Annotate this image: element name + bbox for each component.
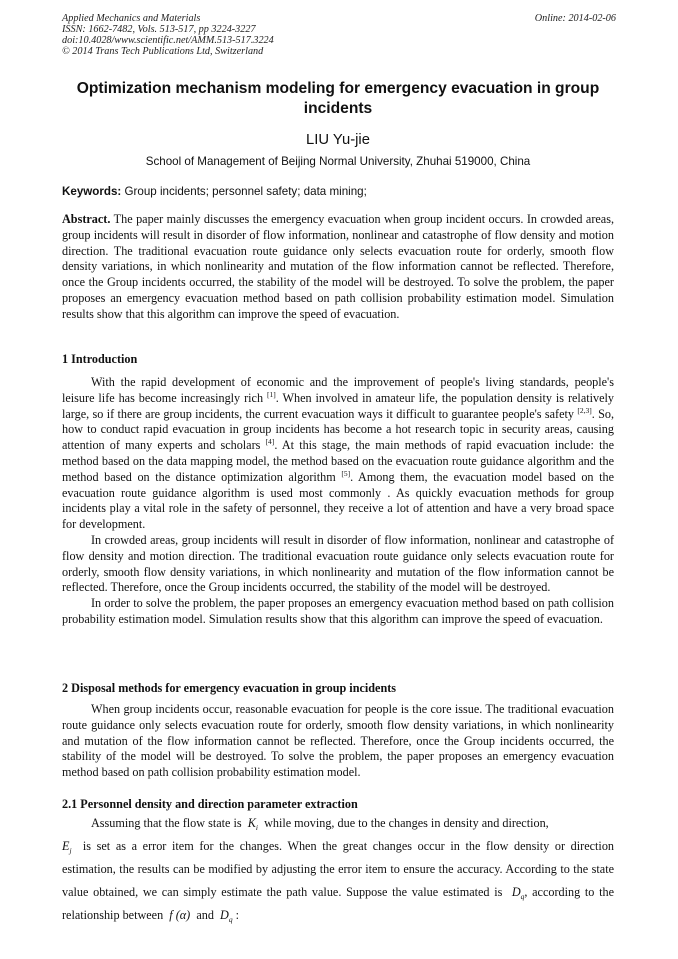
math-f-alpha: f (α) <box>169 908 191 922</box>
keywords-text: Group incidents; personnel safety; data mining; <box>124 185 367 198</box>
citation-5: [5] <box>341 468 351 478</box>
intro-paragraph-2: In crowded areas, group incidents will result in disorder of flow information, nonlinear and catastrophe of flow density and motion direction. The traditional evacuation route guidance only selects evacuation route for orderly, smooth flow density variations, in which nonlinearity and mutation of the flow information cannot be reflected. Therefore, once the Group incidents occurred, the stability of the model will be destroyed. <box>62 532 614 595</box>
journal-name: Applied Mechanics and Materials <box>62 13 201 24</box>
online-date: Online: 2014-02-06 <box>534 13 616 24</box>
doi-line: doi:10.4028/www.scientific.net/AMM.513-517.3224 <box>62 35 274 46</box>
intro-paragraph-3: In order to solve the problem, the paper proposes an emergency evacuation method based on path collision probability estimation model. Simulation results show that this algorithm can improve the speed of evacuation. <box>62 596 614 626</box>
affiliation: School of Management of Beijing Normal University, Zhuhai 519000, China <box>145 155 531 168</box>
journal-info <box>62 13 274 57</box>
keywords <box>62 184 614 199</box>
abstract-label: Abstract. <box>62 212 111 226</box>
citation-1: [1] <box>266 389 276 399</box>
citation-2-3: [2,3] <box>577 405 592 415</box>
copyright-line: © 2014 Trans Tech Publications Ltd, Switzerland <box>62 46 264 57</box>
math-D-q-2: $D_q$ <box>220 908 233 924</box>
section-2-paragraph: When group incidents occur, reasonable evacuation for people is the core issue. The traditional evacuation route guidance only selects evacuation route for orderly, smooth flow density variations, in which nonlinearity and mutation of the flow information cannot be reflected. Therefore, once the Group incidents occurred, the stability of the model will be destroyed. To solve the problem, the paper proposes an emergency evacuation method based on path collision probability estimation model. <box>62 702 614 780</box>
section-1-heading: 1 Introduction <box>62 352 138 366</box>
abstract <box>62 212 614 323</box>
author-name: LIU Yu-jie <box>306 132 370 148</box>
keywords-label: Keywords: <box>62 185 122 198</box>
section-2-1-body <box>62 812 614 927</box>
issn-line: ISSN: 1662-7482, Vols. 513-517, pp 3224-3227 <box>62 24 256 35</box>
paper-title: Optimization mechanism modeling for emergency evacuation in group incidents <box>76 80 600 117</box>
section-1-body <box>62 375 614 628</box>
math-K-i: $K_i$ <box>247 816 258 832</box>
math-D-q: $D_q$ <box>511 885 525 901</box>
math-E-j: $E_j$ <box>62 839 72 855</box>
section-2-1-heading: 2.1 Personnel density and direction parameter extraction <box>62 797 358 811</box>
section-2-body <box>62 702 614 781</box>
intro-paragraph-1: With the rapid development of economic and the improvement of people's living standards, people's leisure life has become increasingly rich [1]. When involved in amateur life, the population density is relatively large, so if there are group incidents, the current evacuation ways it difficult to guarantee people's safety [2,3]. So, how to conduct rapid evacuation in group incidents has become a hot research topic in security areas, causing attention of many experts and scholars [4]. At this stage, the main methods of rapid evacuation include: the method based on the data mapping model, the method based on the evacuation route guidance algorithm and the method based on the distance optimization algorithm [5]. Among them, the evacuation model based on the evacuation route guidance algorithm is used most commonly . As quickly evacuation methods for group incidents play a vital role in the safety of personnel, they receive a lot of attention and have a very broad space for development. <box>62 375 615 532</box>
citation-4: [4] <box>265 437 275 447</box>
section-2-heading: 2 Disposal methods for emergency evacuation in group incidents <box>62 681 397 695</box>
abstract-text: The paper mainly discusses the emergency evacuation when group incident occurs. In crowded areas, group incidents will result in disorder of flow information, nonlinear and catastrophe of flow density and motion direction. The traditional evacuation route guidance only selects evacuation route for orderly, smooth flow density variations, in which nonlinearity and mutation of the flow information cannot be reflected. Therefore, once the Group incidents occurred, the stability of the model will be destroyed. To solve the problem, the paper proposes an emergency evacuation method based on path collision probability estimation model. Simulation results show that this algorithm can improve the speed of evacuation. <box>62 212 614 321</box>
section-2-1-paragraph: Assuming that the flow state is $K_i$ while moving, due to the changes in density and direction, $E_j$ is set as a error item for the changes. When the great changes occur in the flow density or direction estimation, the results can be modified by adjusting the error item to ensure the accuracy. According to the state value obtained, we can simply estimate the path value. Suppose the value estimated is $D_q$, according to the relationship between f (α) and $D_q$ : <box>62 816 615 924</box>
